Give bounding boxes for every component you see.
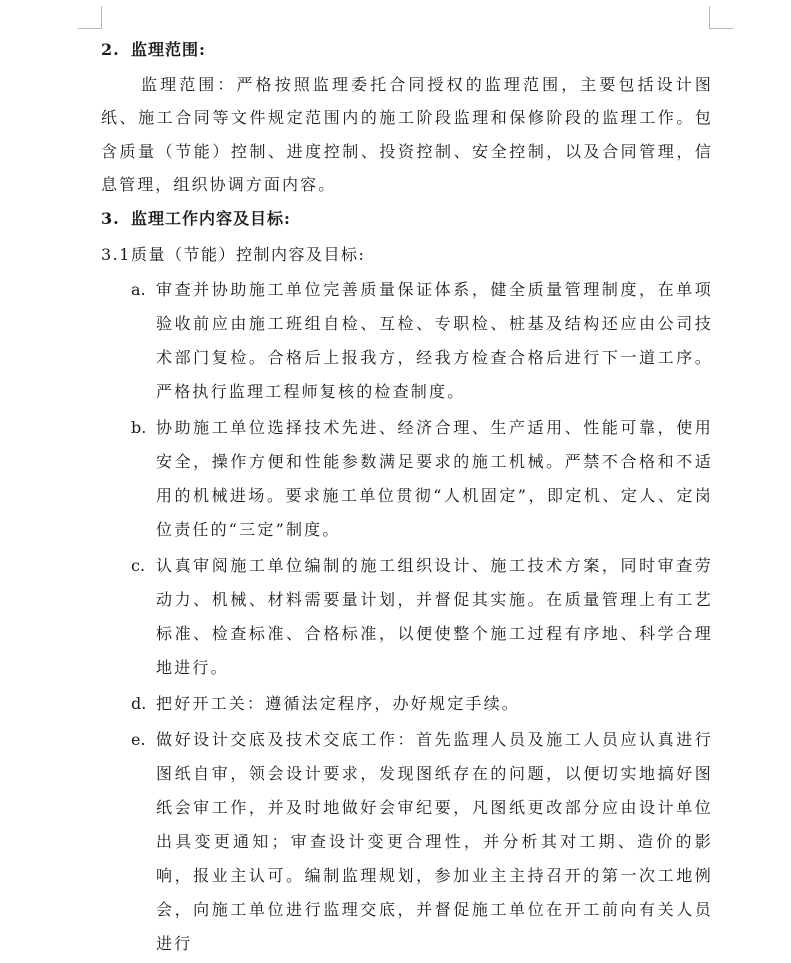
- document-body: [101, 32, 713, 963]
- crop-mark-top-right-horizontal: [709, 28, 733, 29]
- list-item: [101, 549, 713, 685]
- list-item: [101, 723, 713, 961]
- section-2-heading: [101, 32, 713, 68]
- list-item-text: 协助施工单位选择技术先进、经济合理、生产适用、性能可靠，使用安全，操作方便和性能参数满足要求的施工机械。严禁不合格和不适用的机械进场。要求施工单位贯彻“人机固定”，即定机、定人、定岗位责任的“三定”制度。: [156, 418, 713, 540]
- list-item-text: 做好设计交底及技术交底工作：首先监理人员及施工人员应认真进行图纸自审，领会设计要求，发现图纸存在的问题，以便切实地搞好图纸会审工作，并及时地做好会审纪要，凡图纸更改部分应由设计单位出具变更通知；审查设计变更合理性，并分析其对工期、造价的影响，报业主认可。编制监理规划，参加业主主持召开的第一次工地例会，向施工单位进行监理交底，并督促施工单位在开工前向有关人员进行: [156, 730, 713, 954]
- list-item-marker: b.: [131, 418, 147, 438]
- crop-mark-top-left-horizontal: [78, 28, 102, 29]
- quality-control-list: [101, 273, 713, 961]
- list-item-text: 认真审阅施工单位编制的施工组织设计、施工技术方案，同时审查劳动力、机械、材料需要量计划，并督促其实施。在质量管理上有工艺标准、检查标准、合格标准，以便使整个施工过程有序地、科学合理地进行。: [156, 556, 713, 678]
- section-3-title: 监理工作内容及目标:: [131, 209, 291, 229]
- section-2-paragraph: 监理范围：严格按照监理委托合同授权的监理范围，主要包括设计图纸、施工合同等文件规定范围内的施工阶段监理和保修阶段的监理工作。包含质量（节能）控制、进度控制、投资控制、安全控制，以及合同管理，信息管理，组织协调方面内容。: [101, 75, 713, 194]
- list-item-text: 把好开工关：遵循法定程序，办好规定手续。: [156, 694, 521, 714]
- subsection-3-1-heading: 3.1质量（节能）控制内容及目标:: [101, 245, 366, 265]
- list-item-text: 审查并协助施工单位完善质量保证体系，健全质量管理制度，在单项验收前应由施工班组自检、互检、专职检、桩基及结构还应由公司技术部门复检。合格后上报我方，经我方检查合格后进行下一道工序。严格执行监理工程师复核的检查制度。: [156, 280, 713, 402]
- section-3-heading: [101, 201, 713, 237]
- crop-mark-top-right-vertical: [709, 6, 710, 28]
- section-3-number: 3.: [101, 209, 120, 229]
- section-2-title: 监理范围:: [131, 40, 206, 59]
- section-2-number: 2.: [101, 40, 120, 59]
- list-item-marker: d.: [131, 694, 147, 714]
- list-item: [101, 687, 713, 721]
- list-item-marker: c.: [131, 556, 146, 576]
- list-item: [101, 411, 713, 547]
- list-item: [101, 273, 713, 409]
- list-item-marker: e.: [131, 730, 146, 750]
- crop-mark-top-left-vertical: [101, 6, 102, 28]
- list-item-marker: a.: [131, 280, 146, 300]
